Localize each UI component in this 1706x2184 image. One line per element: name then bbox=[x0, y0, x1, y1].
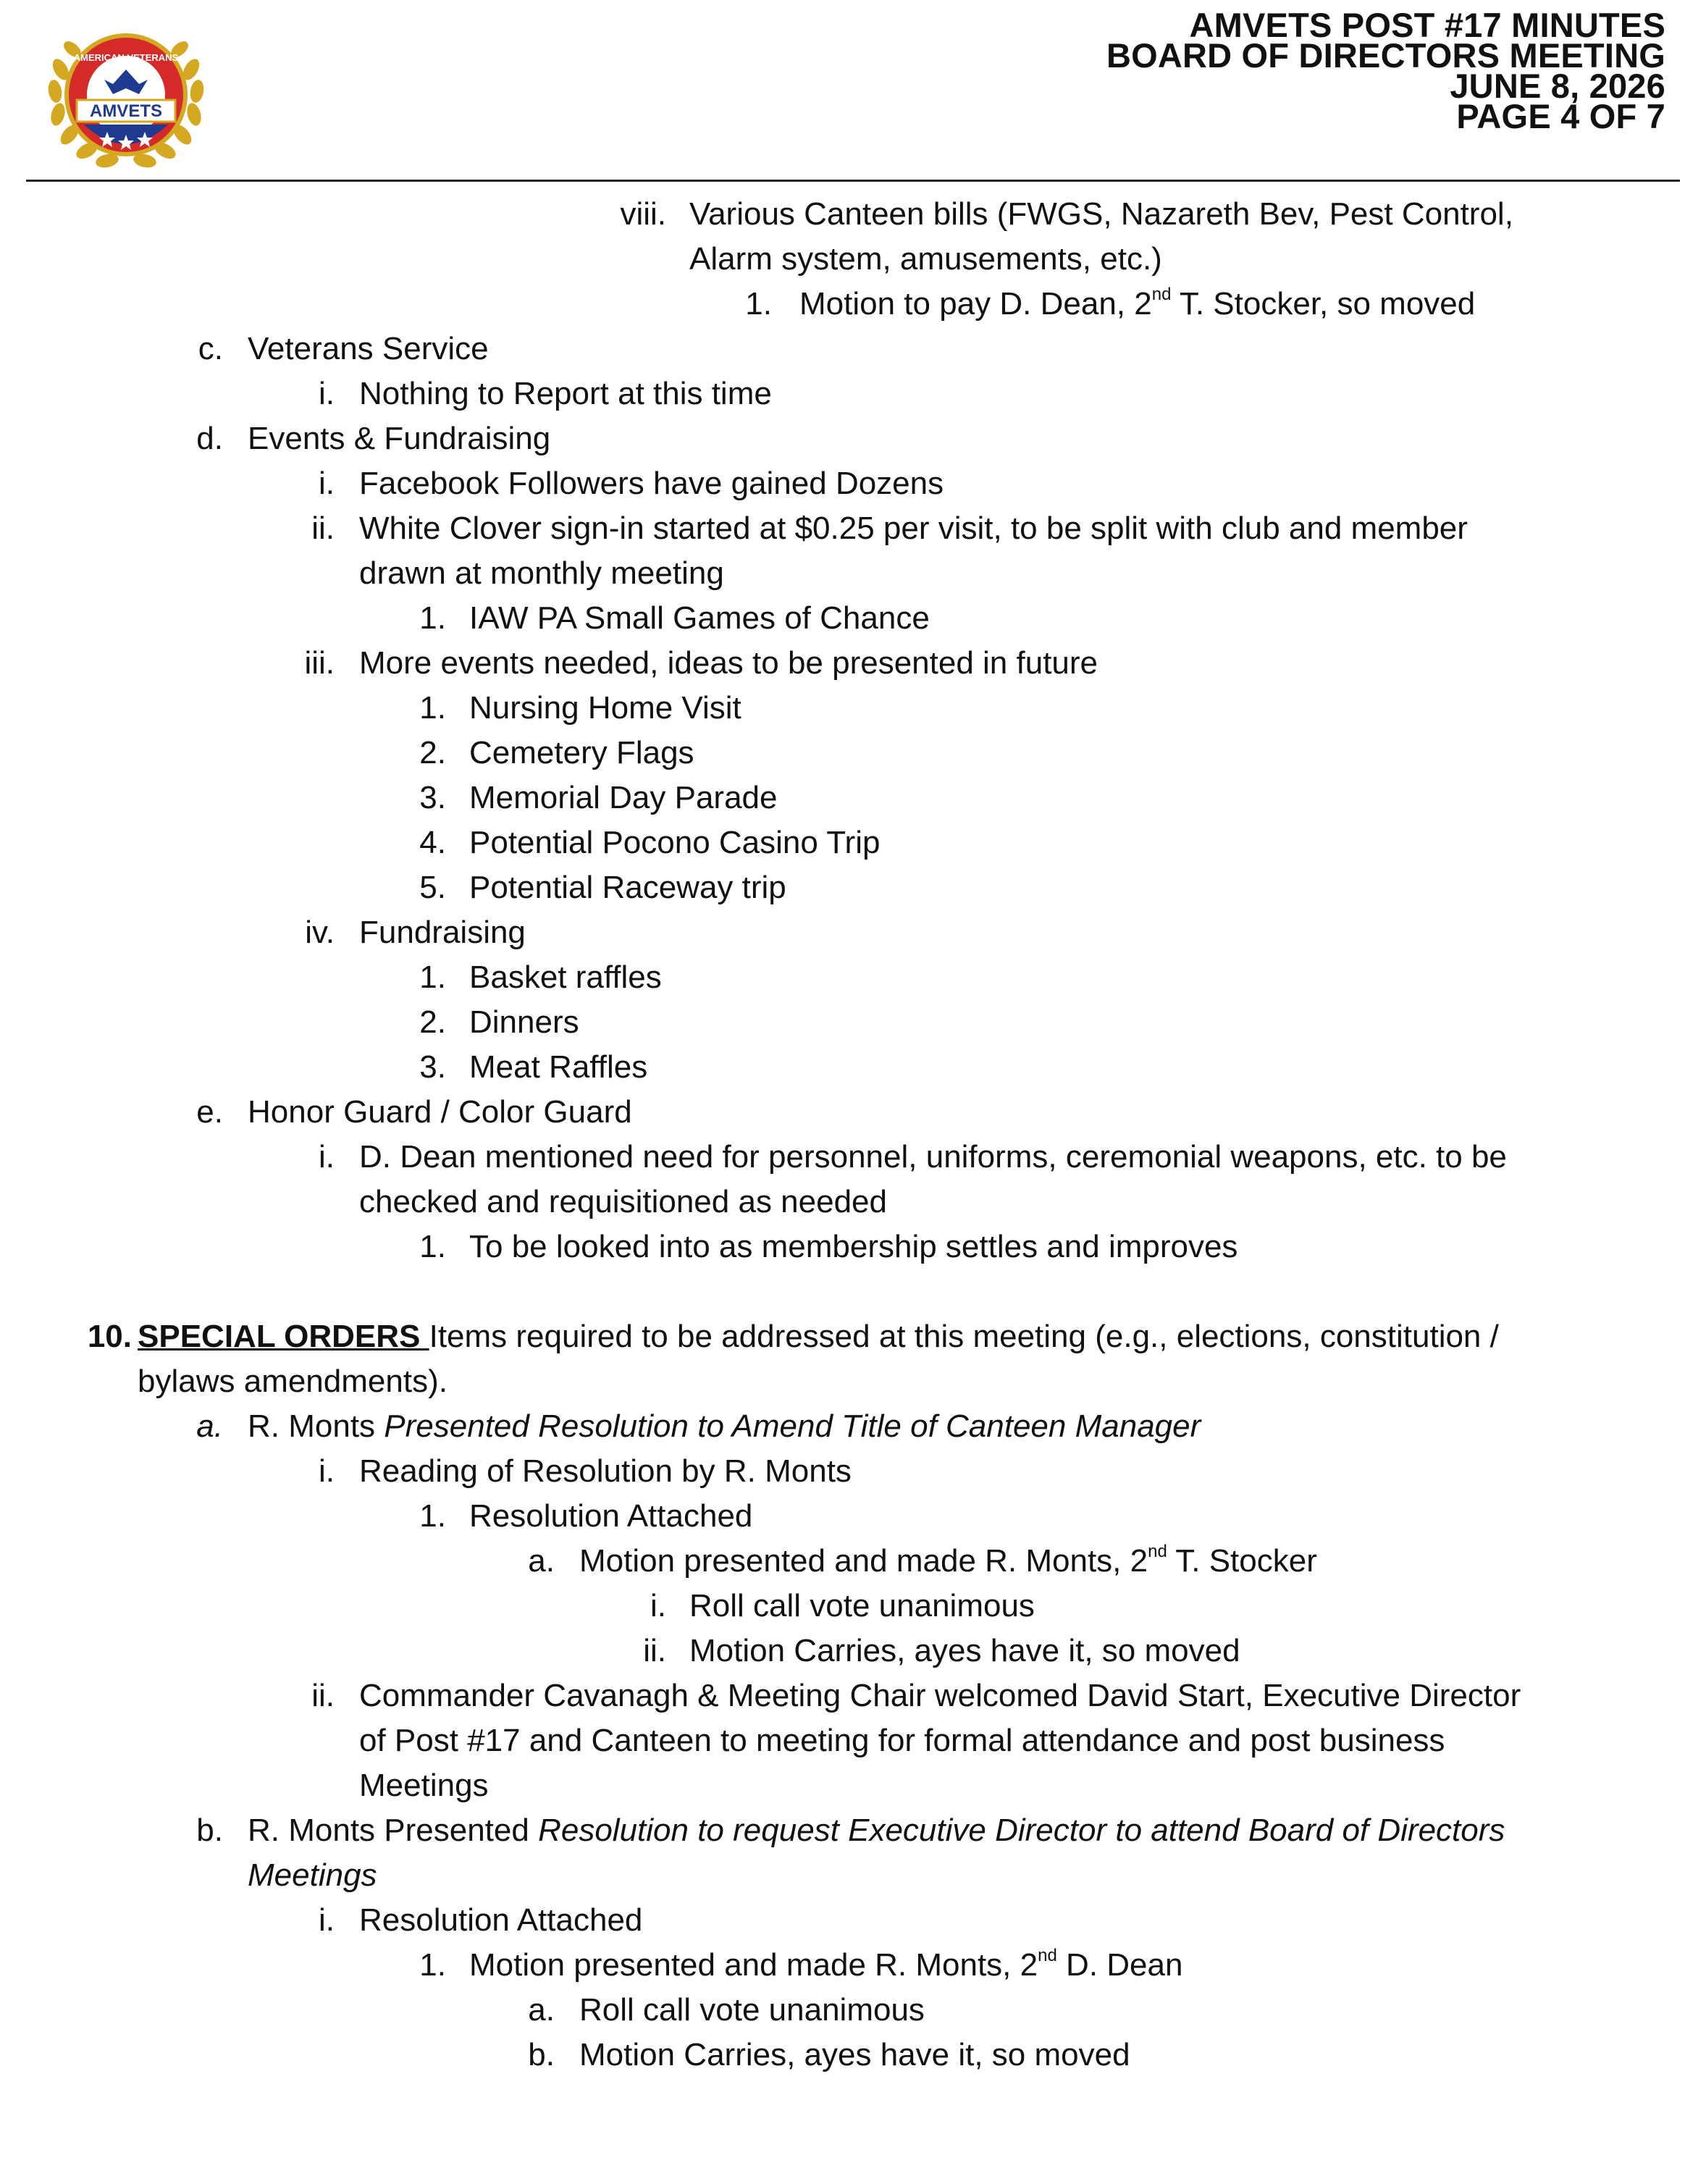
list-item: ii. White Clover sign-in started at $0.25 per visit, to be split with club and member bbox=[311, 511, 1468, 546]
list-item: i. Nothing to Report at this time bbox=[319, 376, 772, 411]
list-item: a. R. Monts Presented Resolution to Amend Title of Canteen Manager bbox=[196, 1408, 1201, 1444]
list-item-continuation: bylaws amendments). bbox=[138, 1364, 447, 1399]
list-item: 1. Motion to pay D. Dean, 2nd T. Stocker, so moved bbox=[745, 285, 1476, 322]
logo-banner-text: AMVETS bbox=[89, 101, 163, 121]
list-item: 1. Nursing Home Visit bbox=[419, 690, 741, 726]
list-item: e. Honor Guard / Color Guard bbox=[196, 1094, 632, 1130]
list-item-continuation: drawn at monthly meeting bbox=[359, 555, 724, 591]
list-item: ii. Motion Carries, ayes have it, so moved bbox=[643, 1633, 1240, 1668]
document-header bbox=[1106, 6, 1665, 135]
header-title: AMVETS POST #17 MINUTES bbox=[1189, 6, 1665, 44]
list-item: 1. Motion presented and made R. Monts, 2nd D. Dean bbox=[419, 1946, 1183, 1983]
list-item: a. Motion presented and made R. Monts, 2nd T. Stocker bbox=[528, 1542, 1317, 1579]
list-item: i. D. Dean mentioned need for personnel, uniforms, ceremonial weapons, etc. to be bbox=[319, 1139, 1507, 1175]
list-item-continuation: Meetings bbox=[359, 1768, 489, 1803]
amvets-logo bbox=[46, 19, 206, 171]
list-item: ii. Commander Cavanagh & Meeting Chair welcomed David Start, Executive Director bbox=[311, 1678, 1521, 1713]
list-item: i. Facebook Followers have gained Dozens bbox=[319, 466, 944, 501]
list-item-continuation: Alarm system, amusements, etc.) bbox=[689, 241, 1162, 277]
list-item: 3. Meat Raffles bbox=[419, 1049, 648, 1085]
list-item: 4. Potential Pocono Casino Trip bbox=[419, 825, 881, 860]
section-heading: 10. SPECIAL ORDERS Items required to be addressed at this meeting (e.g., elections, constitution / bbox=[87, 1319, 1499, 1354]
header-meeting: BOARD OF DIRECTORS MEETING bbox=[1106, 36, 1665, 75]
list-item: a. Roll call vote unanimous bbox=[528, 1992, 925, 2028]
list-item-continuation: of Post #17 and Canteen to meeting for formal attendance and post business bbox=[359, 1723, 1445, 1758]
list-item: i. Resolution Attached bbox=[319, 1902, 643, 1938]
list-item: 1. IAW PA Small Games of Chance bbox=[419, 600, 930, 636]
list-item-continuation: Meetings bbox=[248, 1857, 377, 1893]
list-item: 2. Cemetery Flags bbox=[419, 735, 694, 770]
list-item: 2. Dinners bbox=[419, 1004, 579, 1040]
header-page: PAGE 4 OF 7 bbox=[1456, 97, 1665, 135]
special-orders-label: SPECIAL ORDERS bbox=[138, 1319, 429, 1354]
list-item: b. Motion Carries, ayes have it, so moved bbox=[528, 2037, 1130, 2072]
list-item: 1. Basket raffles bbox=[419, 959, 662, 995]
list-item: d. Events & Fundraising bbox=[196, 421, 551, 456]
list-item: i. Reading of Resolution by R. Monts bbox=[319, 1453, 852, 1489]
list-item: 1. Resolution Attached bbox=[419, 1498, 753, 1534]
list-item: viii. Various Canteen bills (FWGS, Nazareth Bev, Pest Control, bbox=[620, 196, 1513, 232]
list-item: b. R. Monts Presented Resolution to request Executive Director to attend Board of Directors bbox=[196, 1813, 1505, 1848]
list-item: c. Veterans Service bbox=[198, 331, 489, 366]
list-item-continuation: checked and requisitioned as needed bbox=[359, 1184, 887, 1219]
header-date: JUNE 8, 2026 bbox=[1450, 67, 1665, 105]
list-item: 3. Memorial Day Parade bbox=[419, 780, 778, 815]
list-item: 1. To be looked into as membership settles and improves bbox=[419, 1229, 1238, 1264]
list-item: 5. Potential Raceway trip bbox=[419, 870, 786, 905]
list-item: iii. More events needed, ideas to be presented in future bbox=[304, 645, 1098, 681]
list-item: iv. Fundraising bbox=[305, 915, 526, 950]
logo-ring-text: AMERICAN VETERANS bbox=[73, 52, 179, 63]
list-item: i. Roll call vote unanimous bbox=[650, 1588, 1035, 1624]
header-divider bbox=[26, 180, 1680, 182]
